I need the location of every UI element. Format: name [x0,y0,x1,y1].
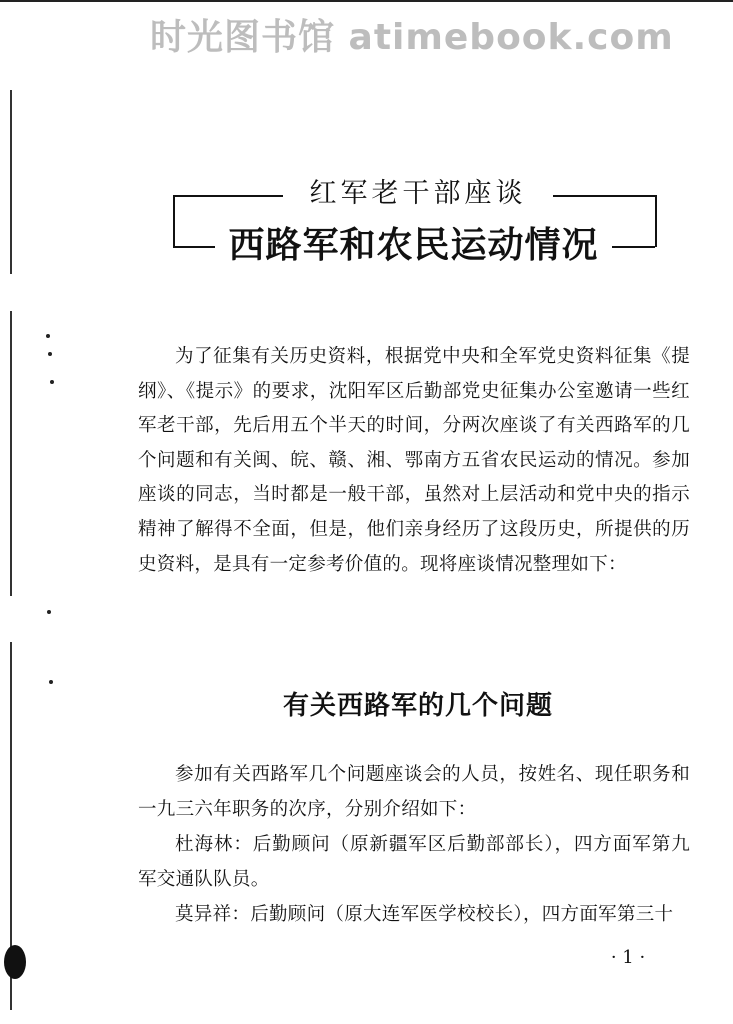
article-subtitle: 红军老干部座谈 [309,178,527,209]
scan-speck [50,380,54,384]
article-title: 西路军和农民运动情况 [228,225,599,266]
section-paragraph: 参加有关西路军几个问题座谈会的人员，按姓名、现任职务和一九三六年职务的次序，分别介绍如下： [138,764,690,820]
title-frame-rule [553,195,655,197]
section-heading: 有关西路军的几个问题 [282,691,553,721]
scan-speck [48,352,52,356]
binding-hole [4,945,26,979]
scan-speck [47,610,51,614]
binding-margin-line [10,90,12,1010]
top-border-line [0,0,733,2]
page-number: · 1 · [610,947,646,968]
section-paragraph: 杜海林：后勤顾问（原新疆军区后勤部部长），四方面军第九军交通队队员。 [138,834,690,890]
scan-speck [49,680,53,684]
watermark: 时光图书馆 atimebook.com [150,17,674,58]
title-frame-rule [173,195,283,197]
intro-paragraph: 为了征集有关历史资料，根据党中央和全军党史资料征集《提纲》、《提示》的要求，沈阳军区后勤部党史征集办公室邀请一些红军老干部，先后用五个半天的时间，分两次座谈了有关西路军的几个问题和有关闽、皖、赣、湘、鄂南方五省农民运动的情况。参加座谈的同志，当时都是一般干部，虽然对上层活动和党中央的指示精神了解得不全面，但是，他们亲身经历了这段历史，所提供的历史资料，是具有一定参考价值的。现将座谈情况整理如下： [138,346,690,575]
title-frame-rule [173,246,215,248]
scan-speck [46,334,50,338]
title-frame-rule [612,246,655,248]
section-paragraph: 莫异祥：后勤顾问（原大连军医学校校长），四方面军第三十 [175,904,674,925]
